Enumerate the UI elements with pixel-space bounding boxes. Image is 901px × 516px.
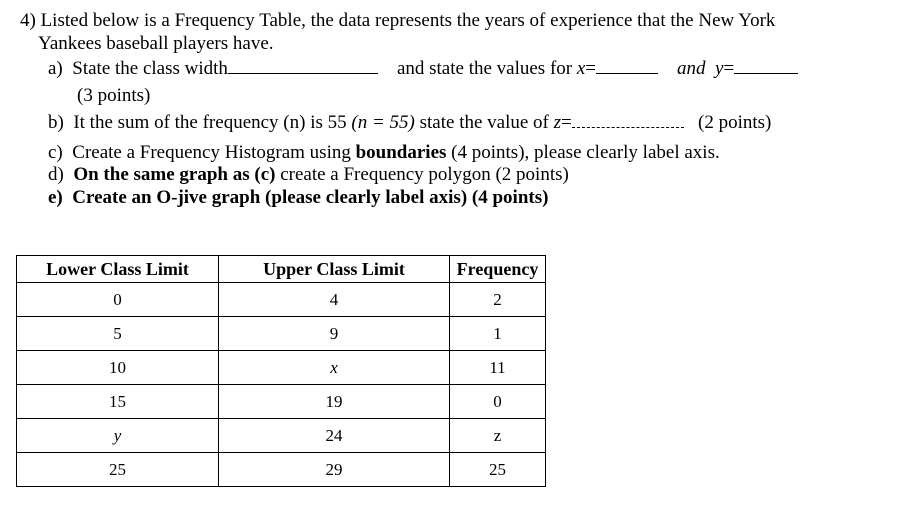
part-a-text-2: and state the values for xyxy=(396,58,573,79)
part-a-points: (3 points) xyxy=(77,85,151,106)
table-cell: 25 xyxy=(17,453,219,487)
eq-x: = xyxy=(585,58,596,79)
table-cell: 29 xyxy=(219,453,450,487)
part-a xyxy=(48,57,798,80)
part-d xyxy=(48,164,569,186)
part-b-text: It the sum of the frequency (n) is 55 xyxy=(73,112,347,133)
table-row xyxy=(17,385,546,419)
part-e-bold: Create an O-jive graph (please clearly label axis) (4 points) xyxy=(72,187,549,208)
n-equation: (n = 55) xyxy=(351,112,415,133)
frequency-table xyxy=(16,255,546,487)
part-c xyxy=(48,142,720,164)
part-d-label: d) xyxy=(48,164,64,185)
var-x: x xyxy=(576,58,586,79)
part-a-text: State the class width xyxy=(72,58,228,79)
part-c-label: c) xyxy=(48,142,63,163)
header-lower-class-limit: Lower Class Limit xyxy=(17,256,219,283)
x-blank[interactable] xyxy=(596,57,658,74)
part-b-text-2: state the value of xyxy=(419,112,549,133)
var-z: z xyxy=(553,112,562,133)
table-row xyxy=(17,317,546,351)
part-c-text: Create a Frequency Histogram using xyxy=(72,142,351,163)
part-b-points: (2 points) xyxy=(698,112,772,133)
class-width-blank[interactable] xyxy=(228,57,378,74)
table-cell: 1 xyxy=(450,317,546,351)
table-cell: 0 xyxy=(17,283,219,317)
table-row xyxy=(17,453,546,487)
part-d-text: create a Frequency polygon (2 points) xyxy=(280,164,569,185)
table-cell: 2 xyxy=(450,283,546,317)
table-cell: y xyxy=(17,419,219,453)
and-word: and xyxy=(677,58,706,79)
table-cell: 10 xyxy=(17,351,219,385)
table-cell: 9 xyxy=(219,317,450,351)
table-cell: 19 xyxy=(219,385,450,419)
header-upper-class-limit: Upper Class Limit xyxy=(219,256,450,283)
table-cell: 24 xyxy=(219,419,450,453)
table-cell: z xyxy=(450,419,546,453)
table-cell: 0 xyxy=(450,385,546,419)
var-y: y xyxy=(715,58,724,79)
table-cell: 4 xyxy=(219,283,450,317)
table-row xyxy=(17,351,546,385)
table-cell: 15 xyxy=(17,385,219,419)
header-frequency: Frequency xyxy=(450,256,546,283)
part-a-label: a) xyxy=(48,58,63,79)
table-cell: 5 xyxy=(17,317,219,351)
z-blank[interactable] xyxy=(572,111,684,128)
table-row xyxy=(17,419,546,453)
table-cell: 11 xyxy=(450,351,546,385)
table-row xyxy=(17,283,546,317)
part-e-label: e) xyxy=(48,187,63,208)
eq-z: = xyxy=(561,112,572,133)
part-c-bold: boundaries xyxy=(355,142,447,163)
table-cell: 25 xyxy=(450,453,546,487)
part-e xyxy=(48,187,548,209)
eq-y: = xyxy=(723,58,735,79)
part-b-label: b) xyxy=(48,112,64,133)
y-blank[interactable] xyxy=(734,57,798,74)
part-c-text-2: (4 points), please clearly label axis. xyxy=(451,142,720,163)
question-line-1: 4) Listed below is a Frequency Table, the data represents the years of experience that the New York xyxy=(20,10,776,31)
table-cell: x xyxy=(219,351,450,385)
part-b xyxy=(48,111,771,134)
table-header-row xyxy=(17,256,546,283)
question-line-2: Yankees baseball players have. xyxy=(38,33,274,54)
part-d-bold: On the same graph as (c) xyxy=(73,164,276,185)
